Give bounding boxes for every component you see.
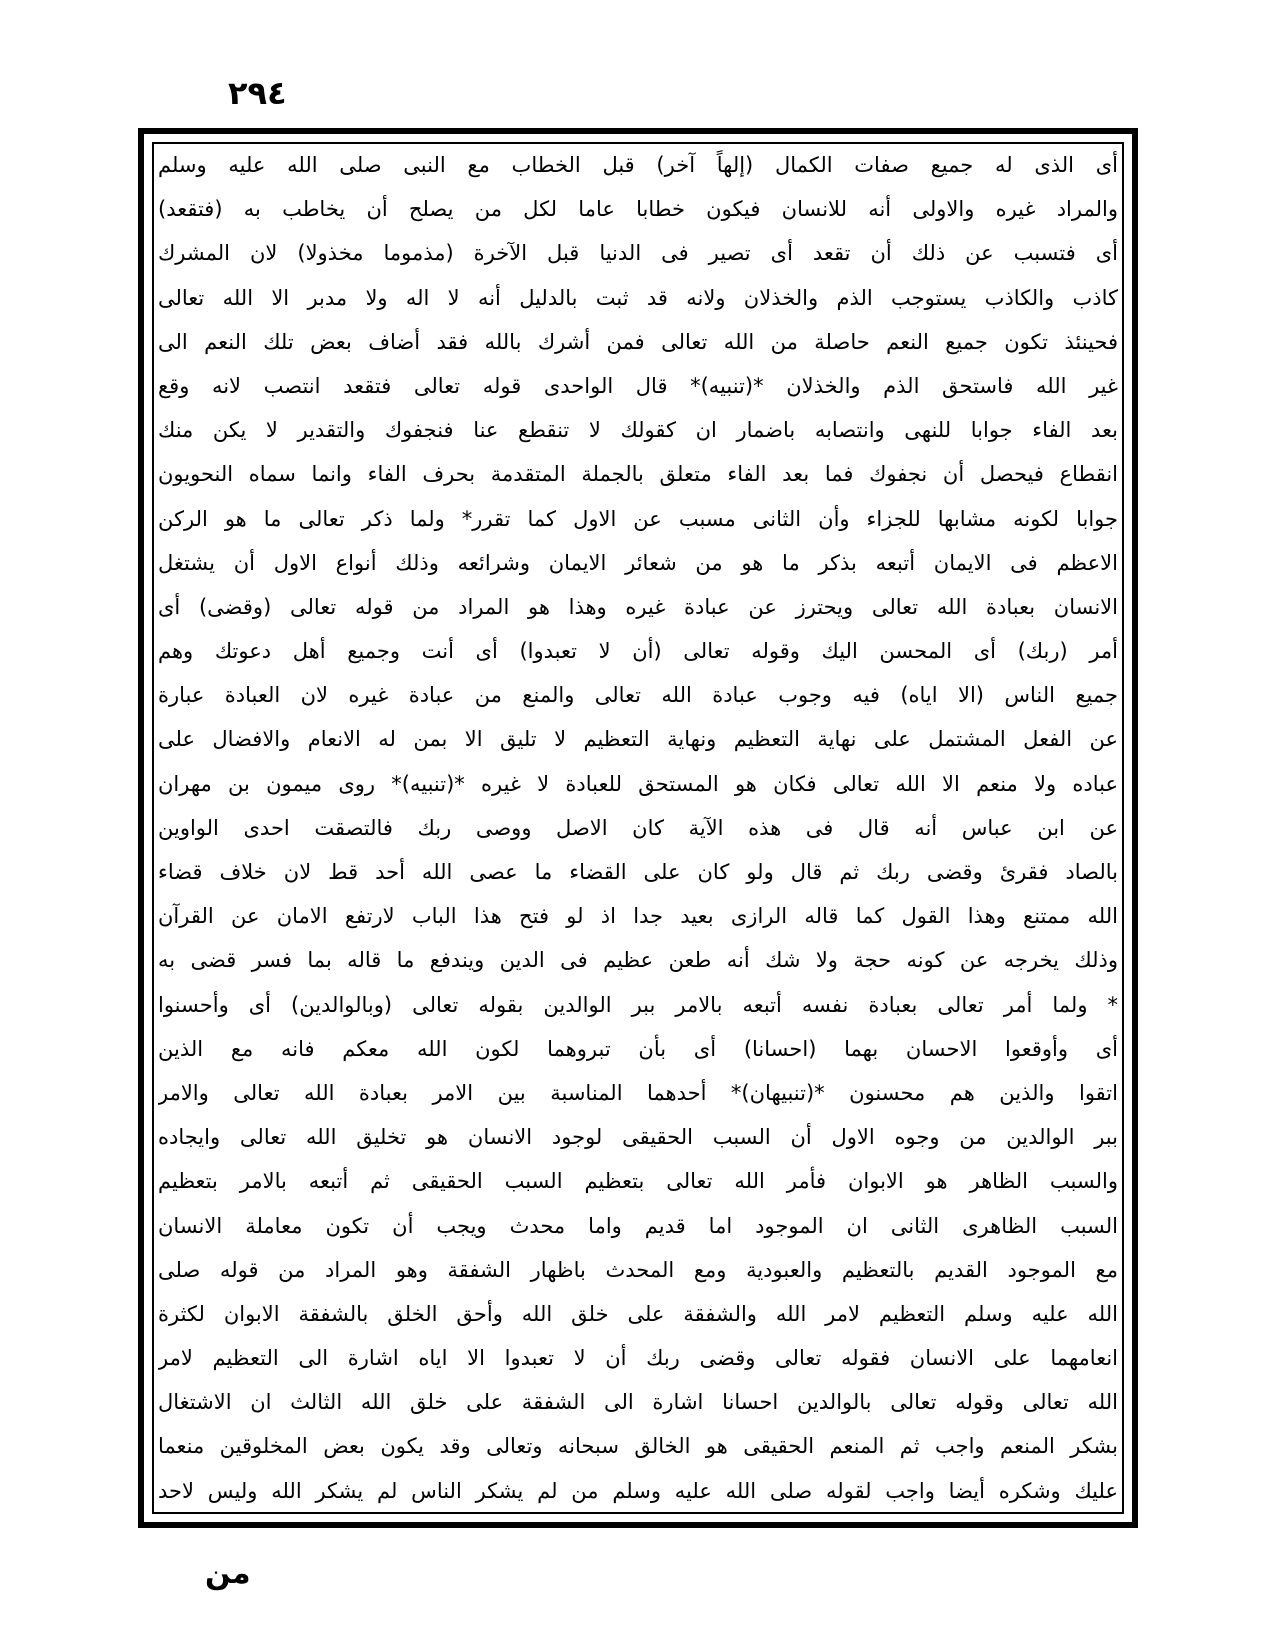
page-number: ٢٩٤: [228, 74, 287, 112]
text-line: جميع الناس (الا اياه) فيه وجوب عبادة الله تعالى والمنع من عبادة غيره لان العبادة عبارة: [158, 683, 1118, 708]
text-line: جوابا لكونه مشابها للجزاء وأن الثانى مسبب عن الاول كما تقرر* ولما ذكر تعالى ما هو الركن: [158, 506, 1118, 531]
text-line: أى الذى له جميع صفات الكمال (إلهاً آخر) قبل الخطاب مع النبى صلى الله عليه وسلم: [158, 153, 1118, 177]
text-line: بالصاد فقرئ وقضى ربك ثم قال ولو كان على القضاء ما عصى الله أحد قط لان خلاف قضاء: [158, 860, 1118, 884]
text-line: ببر الوالدين من وجوه الاول أن السبب الحقيقى لوجود الانسان هو تخليق الله تعالى وايجاده: [158, 1125, 1118, 1150]
text-line: أمر (ربك) أى المحسن اليك وقوله تعالى (أن لا تعبدوا) أى أنت وجميع أهل دعوتك وهم: [158, 639, 1118, 664]
text-line: كاذب والكاذب يستوجب الذم والخذلان ولانه قد ثبت بالدليل أنه لا اله ولا مدبر الا الله تعالى: [158, 285, 1118, 310]
text-line: الله تعالى وقوله تعالى بالوالدين احسانا اشارة الى الشفقة على خلق الله الثالث ان الاشتغال: [158, 1390, 1118, 1415]
text-line: وذلك يخرجه عن كونه حجة ولا شك أنه طعن عظيم فى الدين ويندفع ما قاله بما فسر قضى به: [158, 948, 1118, 973]
text-line: السبب الظاهرى الثانى ان الموجود اما قديم واما محدث ويجب أن تكون معاملة الانسان: [158, 1213, 1118, 1238]
text-line: بشكر المنعم واجب ثم المنعم الحقيقى هو الخالق سبحانه وتعالى وقد يكون بعض المخلوقين منعما: [158, 1434, 1118, 1459]
text-line: الانسان بعبادة الله تعالى ويحترز عن عبادة غيره وهذا هو المراد من قوله تعالى (وقضى) أى: [158, 594, 1118, 619]
text-line: مع الموجود القديم بالتعظيم والعبودية ومع المحدث باظهار الشفقة وهو المراد من قوله صلى: [158, 1257, 1118, 1282]
text-line: عباده ولا منعم الا الله تعالى فكان هو المستحق للعبادة لا غيره *(تنبيه)* روى ميمون بن مهران: [158, 771, 1118, 796]
text-line: * ولما أمر تعالى بعبادة نفسه أتبعه بالامر ببر الوالدين بقوله تعالى (وبالوالدين) أى وأحسنوا: [158, 992, 1118, 1017]
text-body: [152, 144, 1124, 1516]
text-line: والسبب الظاهر هو الابوان فأمر الله تعالى بتعظيم السبب الحقيقى ثم أتبعه بالامر بتعظيم: [158, 1169, 1118, 1194]
text-line: اتقوا والذين هم محسنون *(تنبيهان)* أحدهما المناسبة بين الامر بعبادة الله تعالى والامر: [158, 1080, 1118, 1105]
text-line: عن ابن عباس أنه قال فى هذه الآية كان الاصل ووصى ربك فالتصقت احدى الواوين: [158, 815, 1118, 840]
text-line: الله ممتنع وهذا القول كما قاله الرازى بعيد جدا اذ لو فتح هذا الباب لارتفع الامان عن القرآن: [158, 904, 1118, 929]
text-line: عليك وشكره أيضا واجب لقوله صلى الله عليه وسلم من لم يشكر الناس لم يشكر الله وليس لاحد: [158, 1478, 1118, 1503]
text-line: بعد الفاء جوابا للنهى وانتصابه باضمار ان كقولك لا تنقطع عنا فنجفوك والتقدير لا يكن منك: [158, 418, 1118, 443]
text-line: فحينئذ تكون جميع النعم حاصلة من الله تعالى فمن أشرك بالله فقد أضاف بعض تلك النعم الى: [158, 329, 1118, 354]
catchword: من: [205, 1556, 251, 1591]
text-line: غير الله فاستحق الذم والخذلان *(تنبيه)* قال الواحدى قوله تعالى فتقعد انتصب لانه وقع: [158, 373, 1118, 398]
text-line: الله عليه وسلم التعظيم لامر الله والشفقة على خلق الله وأحق الخلق بالشفقة الابوان لكثرة: [158, 1301, 1118, 1326]
text-line: انعامهما على الانسان فقوله تعالى وقضى ربك أن لا تعبدوا الا اياه اشارة الى التعظيم لامر: [158, 1346, 1118, 1371]
text-line: انقطاع فيحصل أن نجفوك فما بعد الفاء متعلق بالجملة المتقدمة بحرف الفاء وانما سماه النحويون: [158, 462, 1118, 487]
text-line: والمراد غيره والاولى أنه للانسان فيكون خطابا عاما لكل من يصلح أن يخاطب به (فتقعد): [158, 197, 1118, 222]
text-line: الاعظم فى الايمان أتبعه بذكر ما هو من شعائر الايمان وشرائعه وذلك أنواع الاول أن يشتغل: [158, 550, 1118, 575]
text-line: عن الفعل المشتمل على نهاية التعظيم ونهاية التعظيم لا تليق الا بمن له الانعام والافضال على: [158, 727, 1118, 752]
text-line: أى وأوقعوا الاحسان بهما (احسانا) أى بأن تبروهما لكون الله معكم فانه مع الذين: [158, 1036, 1118, 1061]
text-line: أى فتسبب عن ذلك أن تقعد أى تصير فى الدنيا قبل الآخرة (مذموما مخذولا) لان المشرك: [158, 241, 1118, 266]
